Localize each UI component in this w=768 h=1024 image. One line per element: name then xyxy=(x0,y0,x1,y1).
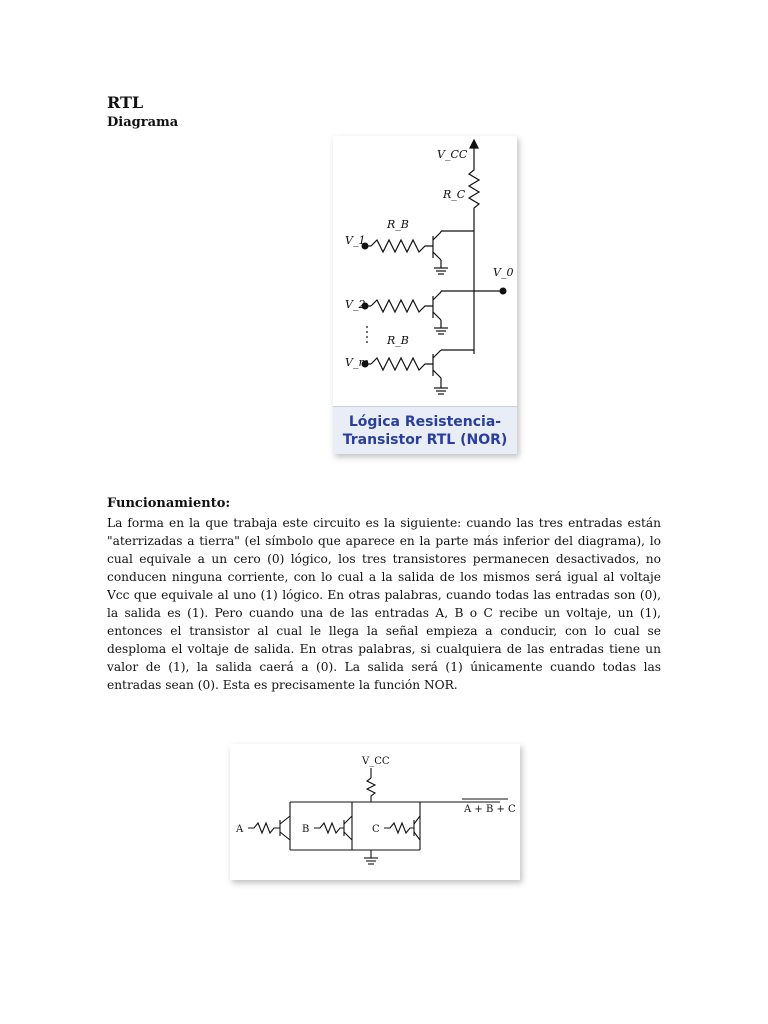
fig2-label-c: C xyxy=(372,824,380,835)
rtl-circuit-svg xyxy=(333,136,517,406)
body-paragraph: La forma en la que trabaja este circuito es la siguiente: cuando las tres entradas están "aterrizadas a tierra" (el símbolo que aparece en la parte más inferior del diagrama), lo cual equivale a un cero (0) lógico, los tres transistores permanecen desactivados, no conducen ninguna corriente, con lo cual a la salida de los mismos será igual al voltaje Vcc que equivale al uno (1) lógico. En otras palabras, cuando todas las entradas son (0), la salida es (1). Pero cuando una de las entradas A, B o C recibe un voltaje, un (1), entonces el transistor al cual le llega la señal empieza a conducir, con lo cual se desploma el voltaje de salida. En otras palabras, si cualquiera de las entradas tiene un valor de (1), la salida caerá a (0). La salida será (1) únicamente cuando todas las entradas sean (0). Esta es precisamente la función NOR. xyxy=(107,516,661,692)
label-v1: V_1 xyxy=(345,234,366,247)
page-title: RTL xyxy=(107,93,144,112)
fig2-label-b: B xyxy=(302,824,310,835)
label-vo: V_0 xyxy=(493,266,514,279)
label-rc: R_C xyxy=(443,188,466,201)
fig2-label-output: A + B + C xyxy=(464,804,516,815)
label-vm: V_m xyxy=(345,356,369,369)
label-rb-top: R_B xyxy=(387,218,409,231)
nor-abc-svg xyxy=(230,744,520,880)
figure1-caption xyxy=(333,406,517,454)
section-heading: Funcionamiento: xyxy=(107,496,231,511)
figure1-caption-line2: Transistor RTL (NOR) xyxy=(342,432,508,448)
label-rb-bottom: R_B xyxy=(387,334,409,347)
figure1-caption-line1: Lógica Resistencia- xyxy=(348,414,502,430)
label-v2: V_2 xyxy=(345,298,366,311)
fig2-label-a: A xyxy=(236,824,244,835)
vo-terminal xyxy=(500,288,507,295)
rtl-nor-diagram xyxy=(333,136,517,454)
fig2-label-vcc: V_CC xyxy=(362,756,390,767)
nor-abc-diagram xyxy=(230,744,520,880)
label-vcc: V_CC xyxy=(437,148,468,161)
page-subtitle: Diagrama xyxy=(107,115,179,130)
